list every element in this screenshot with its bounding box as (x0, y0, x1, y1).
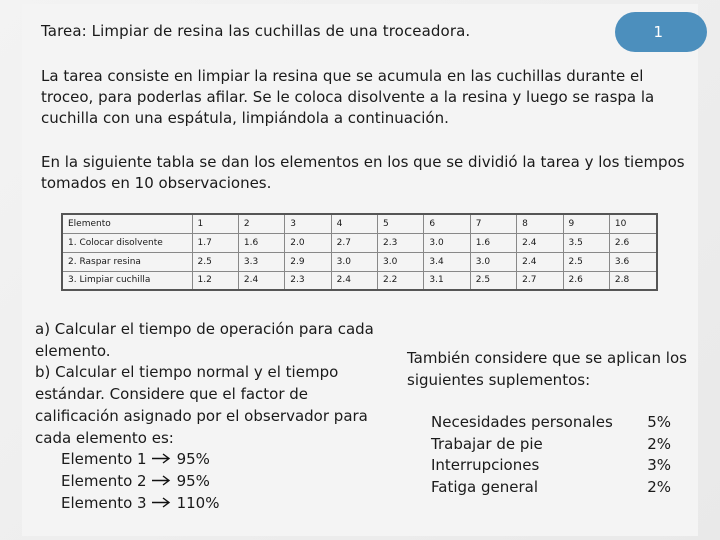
factor-label: Elemento 3 (61, 493, 147, 512)
table-cell: 3.0 (424, 233, 470, 252)
table-header-cell: 2 (238, 214, 284, 233)
table-cell: 3.0 (470, 252, 516, 271)
table-row (62, 252, 657, 271)
supplement-label: Interrupciones (431, 456, 540, 475)
supplements-intro: También considere que se aplican los siguientes suplementos: (407, 349, 687, 389)
table-cell: 1. Colocar disolvente (62, 233, 192, 252)
table-cell: 3.5 (563, 233, 609, 252)
table-header-cell: 4 (331, 214, 377, 233)
table-cell: 2.4 (331, 271, 377, 290)
table-cell: 3.4 (424, 252, 470, 271)
supplement-item (431, 434, 671, 456)
question-b: b) Calcular el tiempo normal y el tiempo estándar. Considere que el factor de calificación asignado por el observador para cada elemento es: (35, 363, 368, 447)
table-cell: 3.0 (331, 252, 377, 271)
table-cell: 2.5 (470, 271, 516, 290)
table-cell: 2.0 (285, 233, 331, 252)
arrow-right-icon (151, 471, 171, 493)
task-title: Tarea: Limpiar de resina las cuchillas de una troceadora. (41, 22, 471, 40)
table-cell: 2.9 (285, 252, 331, 271)
observations-table (61, 213, 658, 291)
factor-value: 95% (176, 471, 210, 490)
page-number-badge: 1 (615, 12, 707, 52)
table-cell: 1.6 (470, 233, 516, 252)
table-cell: 1.2 (192, 271, 238, 290)
task-description: La tarea consiste en limpiar la resina que se acumula en las cuchillas durante el troceo, para poderlas afilar. Se le coloca disolvente a la resina y luego se raspa la cuchilla con una espátula, limpiándola a continuación. (41, 67, 655, 127)
question-a: a) Calcular el tiempo de operación para cada elemento. (35, 320, 374, 360)
table-header-cell: 9 (563, 214, 609, 233)
table-cell: 2.7 (331, 233, 377, 252)
supplement-value: 2% (647, 478, 671, 497)
table-cell: 2.7 (517, 271, 563, 290)
supplement-label: Necesidades personales (431, 413, 613, 431)
rating-factor-item (35, 493, 375, 515)
table-cell: 2.4 (517, 233, 563, 252)
supplement-label: Trabajar de pie (431, 434, 543, 453)
supplement-item (431, 412, 671, 434)
table-header-cell: 8 (517, 214, 563, 233)
factor-value: 95% (176, 450, 210, 469)
table-cell: 3. Limpiar cuchilla (62, 271, 192, 290)
supplement-item (431, 477, 671, 499)
table-cell: 2.2 (378, 271, 424, 290)
table-cell: 2. Raspar resina (62, 252, 192, 271)
table-introduction: En la siguiente tabla se dan los elementos en los que se dividió la tarea y los tiempos tomados en 10 observaciones. (41, 153, 685, 192)
table-header-cell: 1 (192, 214, 238, 233)
rating-factor-item (35, 471, 375, 493)
table-cell: 2.4 (517, 252, 563, 271)
supplement-label: Fatiga general (431, 478, 538, 497)
table-cell: 1.7 (192, 233, 238, 252)
arrow-right-icon (151, 493, 171, 515)
table-row (62, 233, 657, 252)
factor-label: Elemento 1 (61, 450, 147, 469)
table-cell: 1.6 (238, 233, 284, 252)
table-cell: 3.6 (609, 252, 657, 271)
table-header-cell: 10 (609, 214, 657, 233)
factor-label: Elemento 2 (61, 471, 147, 490)
supplement-value: 5% (647, 413, 671, 431)
table-cell: 3.0 (378, 252, 424, 271)
table-header-cell: Elemento (62, 214, 192, 233)
table-header-cell: 5 (378, 214, 424, 233)
arrow-right-icon (151, 449, 171, 471)
table-cell: 3.3 (238, 252, 284, 271)
table-cell: 2.5 (192, 252, 238, 271)
table-header-cell: 6 (424, 214, 470, 233)
supplement-value: 3% (647, 456, 671, 475)
questions-block (35, 319, 375, 514)
table-cell: 2.3 (285, 271, 331, 290)
table-cell: 3.1 (424, 271, 470, 290)
table-header-row (62, 214, 657, 233)
table-cell: 2.3 (378, 233, 424, 252)
supplement-item (431, 455, 671, 477)
table-cell: 2.4 (238, 271, 284, 290)
rating-factor-item (35, 449, 375, 471)
supplement-value: 2% (647, 434, 671, 453)
table-cell: 2.6 (609, 233, 657, 252)
table-cell: 2.8 (609, 271, 657, 290)
factor-value: 110% (176, 493, 220, 512)
table-header-cell: 7 (470, 214, 516, 233)
table-row (62, 271, 657, 290)
table-cell: 2.6 (563, 271, 609, 290)
table-cell: 2.5 (563, 252, 609, 271)
supplements-list (431, 412, 671, 499)
table-header-cell: 3 (285, 214, 331, 233)
